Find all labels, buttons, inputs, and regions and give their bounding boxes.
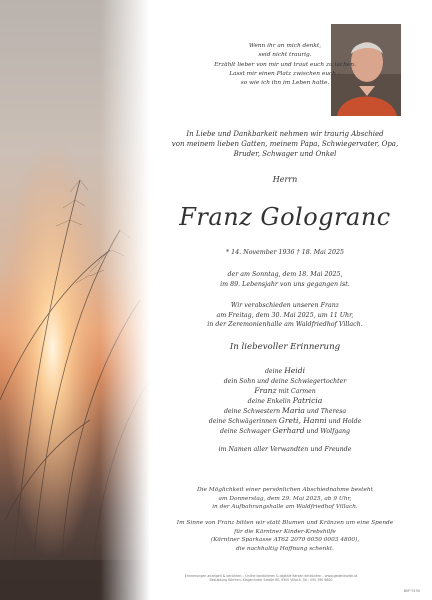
funeral-info <box>140 301 430 330</box>
poem <box>140 42 430 88</box>
signature-line: deine Heidi <box>264 366 306 375</box>
viewing-info <box>140 486 430 512</box>
signature-line: dein Sohn und deine Schwiegertochter <box>223 378 347 385</box>
footer-line: Bestattung Kärnten, Klagenfurter Straße 60, 9500 Villach, Tel.: 050 390 6800 <box>209 578 333 583</box>
death-notice <box>140 270 430 289</box>
poem-line: seid nicht traurig. <box>258 52 312 59</box>
salutation: Herrn <box>272 175 298 184</box>
poem-line: so wie ich ihn im Leben hatte. <box>240 80 330 87</box>
viewing-line: Die Möglichkeit einer persönlichen Abschiednahme besteht <box>197 487 373 493</box>
signatures <box>140 366 430 436</box>
document-code: BVP 9190 <box>403 589 420 593</box>
donation-line: die nachhaltig Hoffnung schenkt. <box>236 545 334 552</box>
poem-line: Wenn ihr an mich denkt, <box>248 43 322 49</box>
donation-info <box>140 519 430 553</box>
poem-line: Erzählt lieber von mir und traut euch zu lachen. <box>214 61 356 68</box>
funeral-line: am Freitag, dem 30. Mai 2025, um 11 Uhr, <box>216 311 354 319</box>
intro <box>140 129 430 160</box>
publisher-footer <box>110 574 432 583</box>
signature-line: Franz mit Carmen <box>254 386 316 395</box>
viewing-line: am Donnerstag, dem 29. Mai 2025, ab 9 Uhr, <box>218 495 352 502</box>
intro-line: Bruder, Schwager und Onkel <box>233 150 337 159</box>
death-notice-line: der am Sonntag, dem 18. Mai 2025, <box>227 271 343 278</box>
signature-line: deine Schwägerinnen Greti, Hanni und Holde <box>208 416 362 425</box>
closing: im Namen aller Verwandten und Freunde <box>218 446 352 453</box>
viewing-line: in der Aufbahrungshalle am Waldfriedhof Villach. <box>212 504 358 511</box>
intro-line: In Liebe und Dankbarkeit nehmen wir traurig Abschied <box>186 130 384 138</box>
death-notice-line: im 89. Lebensjahr von uns gegangen ist. <box>220 280 350 288</box>
funeral-line: in der Zeremonienhalle am Waldfriedhof Villach. <box>207 321 363 329</box>
deceased-name: Franz Gologranc <box>179 203 391 231</box>
donation-line: Im Sinne von Franz bitten wir statt Blumen und Kränzen um eine Spende <box>176 520 394 526</box>
poem-line: Lasst mir einen Platz zwischen euch – <box>229 70 341 77</box>
life-dates: * 14. November 1936 † 18. Mai 2025 <box>226 249 344 256</box>
signature-line: deine Schwestern Maria und Theresa <box>223 406 347 415</box>
signature-line: deine Schwager Gerhard und Wolfgang <box>220 426 350 435</box>
funeral-line: Wir verabschieden unseren Franz <box>230 302 340 309</box>
signature-line: deine Enkelin Patricia <box>247 396 323 405</box>
memorial-heading: In liebevoller Erinnerung <box>229 342 341 352</box>
intro-line: von meinem lieben Gatten, meinem Papa, Schwiegervater, Opa, <box>171 140 399 149</box>
donation-line: (Kärntner Sparkasse AT62 2070 6050 0003 4800), <box>210 537 360 544</box>
footer-line: Erinnerungen anzeigen & berichten – Online kondolieren & digitale Kerzen entzünden – www.gedenkseite.at <box>184 574 358 578</box>
donation-line: für die Kärntner Kinder-Krebshilfe <box>234 528 336 535</box>
